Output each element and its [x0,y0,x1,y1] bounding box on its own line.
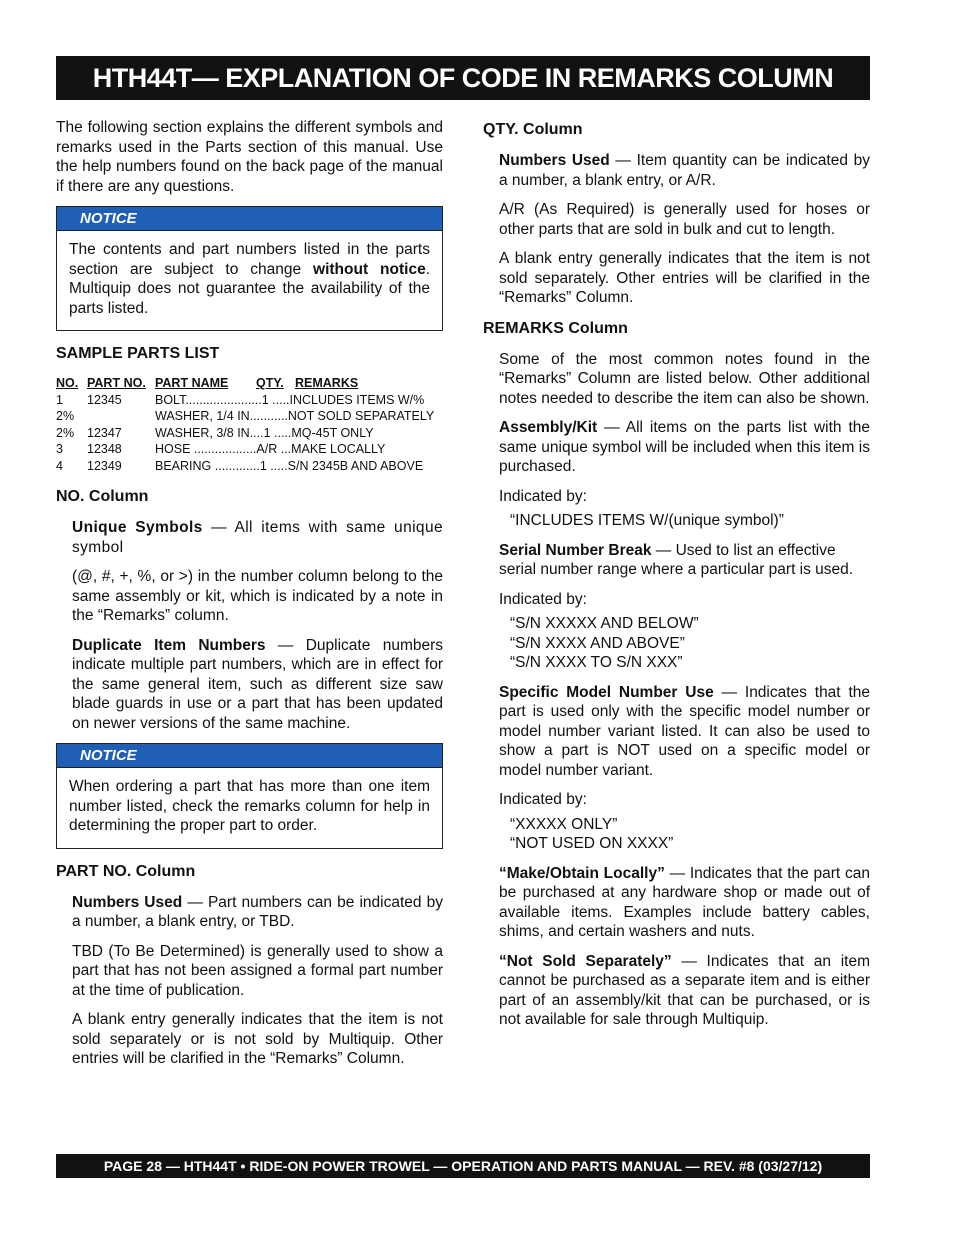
numbers-used-text: — Item quantity can be indicated by a number, a blank entry, or A/R. [499,152,870,189]
not-sold-separately-paragraph [483,952,870,1030]
row-part-no: 12348 [87,442,122,456]
duplicate-items-paragraph [56,636,443,734]
row-details: WASHER, 1/4 IN...........NOT SOLD SEPARATELY [155,409,435,423]
table-row [56,392,443,409]
model-examples [483,815,870,854]
row-part-no: 12347 [87,425,122,440]
make-locally-paragraph [483,864,870,942]
page-title: HTH44T— EXPLANATION OF CODE IN REMARKS COLUMN [56,56,870,100]
section-heading-no-column: NO. Column [56,488,149,505]
row-no: 1 [56,392,63,407]
serial-number-break-paragraph [483,541,870,580]
right-column [483,118,870,1040]
unique-symbols-paragraph [56,518,443,557]
row-details: BOLT......................1 .....INCLUDES ITEMS W/% [155,392,425,407]
intro-paragraph: The following section explains the different symbols and remarks used in the Parts section of this manual. Use the help numbers found on the back page of the manual if there are any questions. [56,119,443,195]
assembly-kit-text: — All items on the parts list with the same unique symbol will be included when this item is purchased. [499,419,870,475]
notice-label: NOTICE [57,744,442,768]
table-row [56,425,443,442]
row-no: 2% [56,425,75,440]
duplicate-items-term: Duplicate Item Numbers [72,636,266,654]
specific-model-text: — Indicates that the part is used only with the specific model number or model number variant listed. It can also be used to show a part is NOT used on a specific model or model number variant. [499,683,870,779]
table-header-row [56,375,443,392]
row-no: 2% [56,409,75,423]
notice-text [57,231,442,330]
notice-text-a: The contents and part numbers listed in the parts section are subject to change [69,241,430,278]
row-no: 4 [56,458,63,473]
qty-numbers-used-paragraph [483,151,870,190]
numbers-used-term: Numbers Used [499,152,610,169]
duplicate-items-text: — Duplicate numbers indicate multiple part numbers, which are in effect for the same general item, such as different size saw blade guards in use or a part that has been updated on newer versions of the same machine. [72,636,444,732]
model-example: “NOT USED ON XXXX” [510,835,674,852]
part-numbers-used-paragraph [56,893,443,932]
section-heading-qty-column: QTY. Column [483,121,583,138]
table-row [56,408,443,425]
serial-number-break-term: Serial Number Break [499,541,652,559]
row-no: 3 [56,442,63,456]
serial-examples [483,614,870,673]
not-sold-separately-term: “Not Sold Separately” [499,952,672,970]
symbols-paragraph: (@, #, +, %, or >) in the number column belong to the same assembly or kit, which is indicated by a note in the “Remarks” column. [72,568,443,624]
serial-example: “S/N XXXXX AND BELOW” [510,615,699,632]
notice-text-bold: without notice [313,260,426,278]
section-heading-remarks-column: REMARKS Column [483,319,628,337]
header-qty: QTY. [256,376,284,390]
header-no: NO. [56,376,79,390]
unique-symbols-text: — All items with same unique symbol [72,519,443,556]
make-locally-term: “Make/Obtain Locally” [499,864,665,882]
blank-entry-paragraph: A blank entry generally indicates that the item is not sold separately or is not sold by Multiquip. Other entries will be clarified in the “Remarks” Column. [72,1011,443,1067]
notice-text-b: . Multiquip does not guarantee the availability of the parts listed. [69,260,431,317]
table-row [56,458,443,475]
row-details: WASHER, 3/8 IN....1 .....MQ-45T ONLY [155,425,374,440]
numbers-used-text: — Part numbers can be indicated by a number, a blank entry, or TBD. [72,893,443,930]
serial-example: “S/N XXXX TO S/N XXX” [510,654,683,671]
header-part-no: PART NO. [87,376,146,390]
header-remarks: REMARKS [295,376,359,390]
section-heading-part-no-column: PART NO. Column [56,862,196,880]
qty-blank-entry-paragraph: A blank entry generally indicates that the item is not sold separately. Other entries will be clarified in the “Remarks” Column. [499,250,870,306]
specific-model-term: Specific Model Number Use [499,683,714,701]
row-part-no: 12349 [87,458,122,473]
notice-box [56,206,443,331]
numbers-used-term: Numbers Used [72,893,183,911]
row-details: HOSE ..................A/R ...MAKE LOCALLY [155,442,386,456]
serial-example: “S/N XXXX AND ABOVE” [510,634,685,652]
row-part-no: 12345 [87,392,122,407]
make-locally-text: — Indicates that the part can be purchased at any hardware shop or made out of available items. Examples include battery cables, shims, and certain washers and nuts. [499,864,870,940]
sample-parts-table [56,375,443,474]
page-footer: PAGE 28 — HTH44T • RIDE-ON POWER TROWEL — OPERATION AND PARTS MANUAL — REV. #8 (03/27/12) [56,1154,870,1178]
assembly-kit-paragraph [483,418,870,477]
not-sold-separately-text: — Indicates that an item cannot be purchased as a separate item and is either part of an assembly/kit that can be purchased, or is not available for sale through Multiquip. [499,952,870,1028]
remarks-intro-paragraph: Some of the most common notes found in the “Remarks” Column are listed below. Other additional notes needed to describe the item can also be shown. [499,350,870,407]
serial-number-break-text: — Used to list an effective serial number range where a particular part is used. [499,541,854,578]
left-column [56,118,443,1079]
includes-example: “INCLUDES ITEMS W/(unique symbol)” [510,512,784,529]
header-part-name: PART NAME [155,376,229,390]
notice-label: NOTICE [57,207,442,231]
model-example: “XXXXX ONLY” [510,815,618,833]
notice-text: When ordering a part that has more than one item number listed, check the remarks column for help in determining the proper part to order. [69,778,430,834]
indicated-by-label: Indicated by: [499,590,587,608]
assembly-kit-term: Assembly/Kit [499,419,598,436]
row-part-no [87,408,155,425]
notice-box [56,743,443,849]
section-heading-sample-parts: SAMPLE PARTS LIST [56,345,220,362]
specific-model-paragraph [483,683,870,781]
indicated-by-label: Indicated by: [499,487,587,505]
ar-paragraph: A/R (As Required) is generally used for hoses or other parts that are sold in bulk and cut to length. [499,201,870,238]
row-details: BEARING .............1 .....S/N 2345B AND ABOVE [155,458,424,473]
table-row [56,441,443,458]
indicated-by-label: Indicated by: [499,791,587,808]
tbd-paragraph: TBD (To Be Determined) is generally used to show a part that has not been assigned a formal part number at the time of publication. [72,942,443,999]
unique-symbols-term: Unique Symbols [72,519,203,536]
